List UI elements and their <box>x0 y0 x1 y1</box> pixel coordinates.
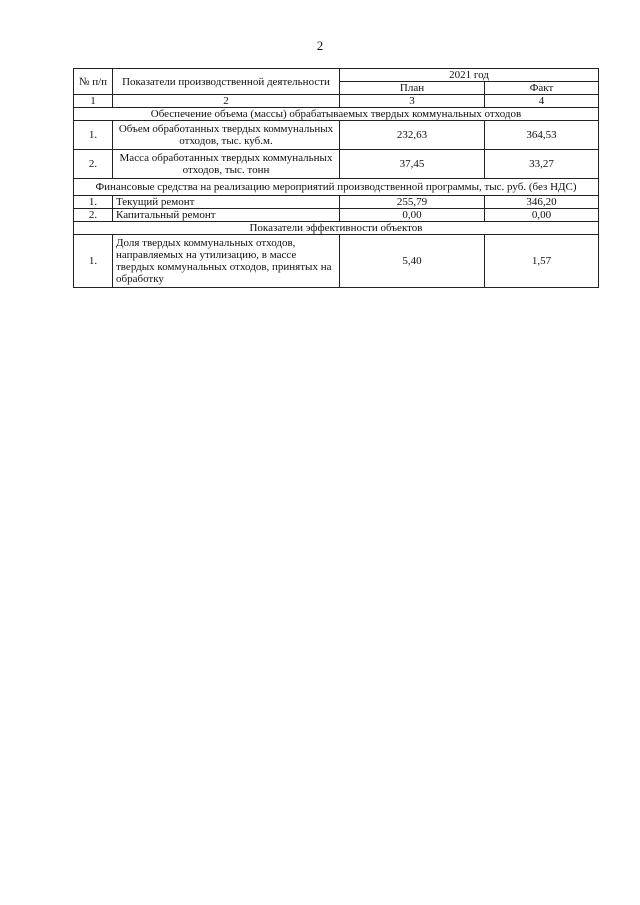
header-num: № п/п <box>74 69 113 95</box>
row-label: Капитальный ремонт <box>113 209 340 222</box>
section-title-row <box>74 222 599 235</box>
table-row <box>74 121 599 150</box>
col-number: 1 <box>74 95 113 108</box>
row-plan: 232,63 <box>340 121 485 150</box>
row-plan: 37,45 <box>340 150 485 179</box>
page-number: 2 <box>316 38 324 53</box>
col-number: 4 <box>485 95 599 108</box>
header-year: 2021 год <box>340 69 599 82</box>
production-indicators-table <box>73 68 599 288</box>
row-fact: 33,27 <box>485 150 599 179</box>
row-fact: 364,53 <box>485 121 599 150</box>
row-label: Объем обработанных твердых коммунальных отходов, тыс. куб.м. <box>113 121 340 150</box>
row-label: Доля твердых коммунальных отходов, направляемых на утилизацию, в массе твердых коммунальных отходов, принятых на обработку <box>113 235 340 288</box>
header-indicators: Показатели производственной деятельности <box>113 69 340 95</box>
section-title: Обеспечение объема (массы) обрабатываемых твердых коммунальных отходов <box>74 108 599 121</box>
table-row <box>74 235 599 288</box>
row-num: 2. <box>74 209 113 222</box>
row-num: 2. <box>74 150 113 179</box>
row-num: 1. <box>74 235 113 288</box>
row-plan: 0,00 <box>340 209 485 222</box>
table-row <box>74 196 599 209</box>
header-fact: Факт <box>485 82 599 95</box>
row-fact: 1,57 <box>485 235 599 288</box>
col-number: 3 <box>340 95 485 108</box>
header-plan: План <box>340 82 485 95</box>
row-fact: 346,20 <box>485 196 599 209</box>
row-plan: 5,40 <box>340 235 485 288</box>
table-row <box>74 150 599 179</box>
row-label: Масса обработанных твердых коммунальных отходов, тыс. тонн <box>113 150 340 179</box>
row-label: Текущий ремонт <box>113 196 340 209</box>
table-row <box>74 209 599 222</box>
section-title: Показатели эффективности объектов <box>74 222 599 235</box>
section-title: Финансовые средства на реализацию мероприятий производственной программы, тыс. руб. (без НДС) <box>74 179 599 196</box>
row-fact: 0,00 <box>485 209 599 222</box>
col-number: 2 <box>113 95 340 108</box>
row-plan: 255,79 <box>340 196 485 209</box>
column-numbers-row <box>74 95 599 108</box>
table-header-row <box>74 69 599 82</box>
row-num: 1. <box>74 196 113 209</box>
section-title-row <box>74 179 599 196</box>
section-title-row <box>74 108 599 121</box>
row-num: 1. <box>74 121 113 150</box>
